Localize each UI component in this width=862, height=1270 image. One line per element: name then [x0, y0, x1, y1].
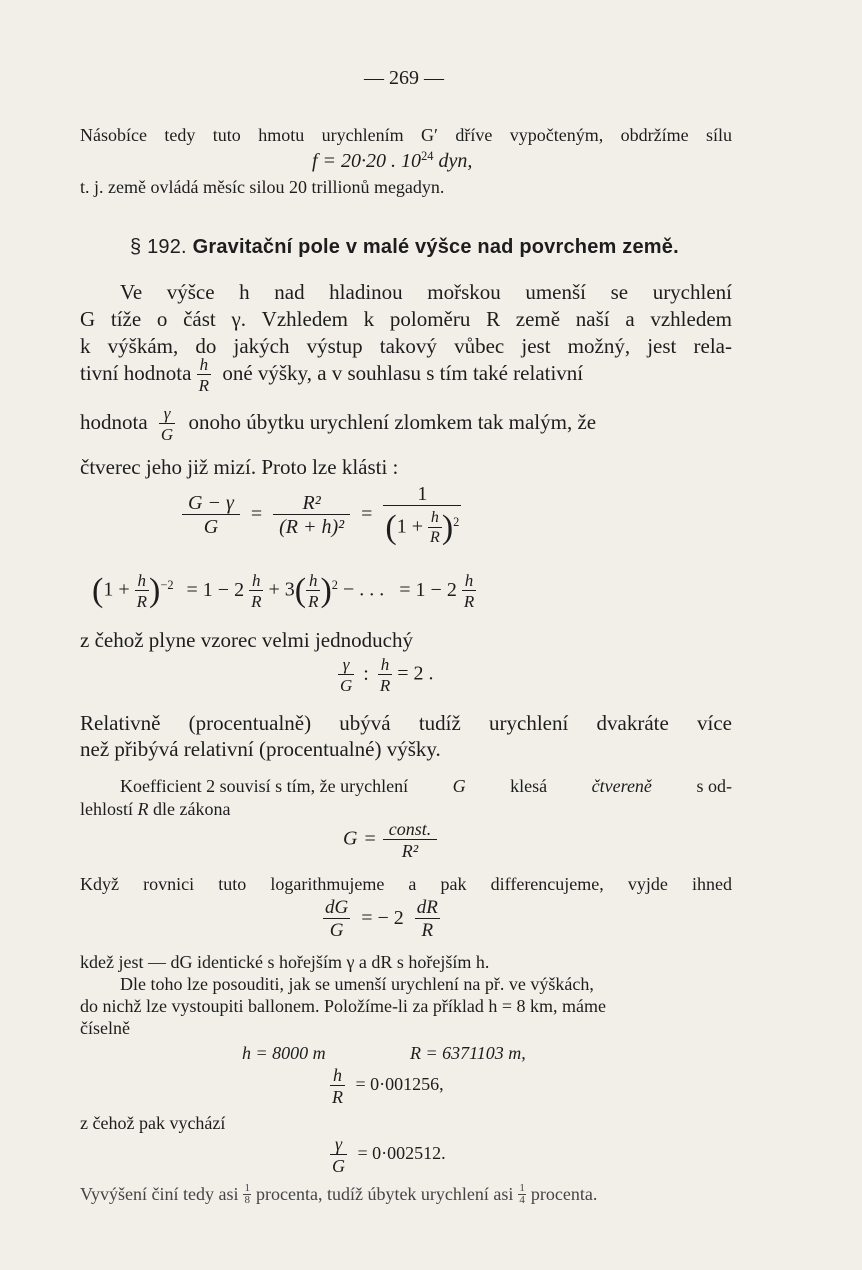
fraction-one-eighth: $\frac{1}{8}$	[244, 1182, 250, 1206]
equation-differential: $\frac{dG}{G}$ = − 2 $\frac{dR}{R}$	[325, 897, 438, 941]
paragraph-line: do nichž lze vystoupiti ballonem. Položíme-li za příklad h = 8 km, máme	[80, 996, 607, 1016]
text-fragment: s od-	[696, 776, 732, 796]
equation-gamma-over-G: $\frac{\gamma}{G}$ = 0·002512.	[332, 1134, 446, 1176]
value-h: h = 8000 m	[242, 1043, 326, 1063]
text-fragment: čtvereně	[591, 776, 652, 796]
text-fragment: G	[452, 776, 466, 796]
paragraph-line: Relativně (procentualně) ubývá tudíž urychlení dvakráte více	[80, 711, 732, 735]
equation-gravity-law: G = $\frac{\text{const.}}{\text{R²}}$	[343, 820, 437, 860]
equals-sign: =	[250, 502, 263, 525]
paragraph-line: Násobíce tedy tuto hmotu urychlením G′ dříve vypočteným, obdržíme sílu	[80, 125, 732, 145]
equation-force-exponent: 24	[421, 149, 434, 164]
paragraph-line: lehlostí R dle zákona	[80, 799, 231, 819]
text-fragment: klesá	[510, 776, 548, 796]
paragraph-line: kdež jest — dG identické s hořejším γ a dR s hořejším h.	[80, 952, 490, 972]
section-number: § 192.	[130, 236, 187, 258]
equation-force-value: f = 20·20 . 10	[312, 150, 422, 172]
paragraph-line: Vyvýšení činí tedy asi $\frac{1}{8}$ procenta, tudíž úbytek urychlení asi $\frac{1}{4}$ procenta.	[80, 1182, 598, 1206]
paragraph-line: Ve výšce h nad hladinou mořskou umenší se urychlení	[120, 280, 732, 304]
paragraph-line: k výškám, do jakých výstup takový vůbec jest možný, jest rela-	[80, 334, 732, 358]
eq1-frac-2: $\frac{\text{R²}}{\text{(R + h)²}}$	[273, 493, 350, 537]
equals-sign: =	[361, 502, 373, 525]
paragraph-line: čtverec jeho již mizí. Proto lze klásti :	[80, 455, 399, 479]
eq1-frac-1: $\frac{G - \gamma}{G}$	[182, 493, 240, 537]
equation-force-unit: dyn,	[438, 150, 473, 172]
paragraph-line-with-fraction	[80, 405, 732, 443]
section-heading	[130, 236, 679, 259]
paragraph-line: Dle toho lze posouditi, jak se umenší urychlení na př. ve výškách,	[120, 974, 594, 994]
text-fragment: onoho úbytku urychlení zlomkem tak malým, že	[188, 409, 597, 434]
text-fragment: hodnota	[80, 409, 148, 434]
text-fragment: oné výšky, a v souhlasu s tím také relativní	[222, 360, 584, 385]
paragraph-line: t. j. země ovládá měsíc silou 20 trillionů megadyn.	[80, 177, 445, 197]
value-R: R = 6371103 m,	[410, 1043, 526, 1063]
equation-2: (1 + $\frac{h}{R}$ )$^{-2}$ = 1 − 2 $\frac{h}{R}$ + 3( $\frac{h}{R}$ )$^2$ − . . . = 1 − 2 $\frac{h}{R}$	[92, 571, 475, 611]
paragraph-line: z čehož pak vychází	[80, 1113, 226, 1133]
equation-1	[182, 484, 461, 546]
page-number: — 269 —	[364, 67, 444, 89]
equation-h-over-R: $\frac{h}{R}$ = 0·001256,	[332, 1065, 444, 1107]
paragraph-line: G tíže o část γ. Vzhledem k poloměru R země naší a vzhledem	[80, 307, 732, 331]
eq1-frac-3: 1 (1 + $\frac{h}{R}$ )$^2$	[385, 483, 460, 546]
paragraph-line: Když rovnici tuto logarithmujeme a pak differencujeme, vyjde ihned	[80, 874, 732, 894]
fraction-one-quarter: $\frac{1}{4}$	[519, 1182, 525, 1206]
paragraph-line: než přibývá relativní (procentualné) výšky.	[80, 737, 441, 761]
fraction-gamma-over-G: $\frac{\gamma}{G}$	[160, 404, 174, 444]
paragraph-line	[120, 776, 732, 797]
paragraph-line-with-fraction	[80, 356, 732, 394]
paragraph-line: číselně	[80, 1018, 130, 1038]
paragraph-line: z čehož plyne vzorec velmi jednoduchý	[80, 628, 413, 652]
section-title: Gravitační pole v malé výšce nad povrchem země.	[192, 236, 679, 258]
equation-3: $\frac{\gamma}{G}$ : $\frac{h}{R}$ = 2 .	[340, 655, 434, 695]
fraction-h-over-R: $\frac{h}{R}$	[198, 355, 210, 395]
equation-force	[312, 150, 472, 173]
text-fragment: Koefficient 2 souvisí s tím, že urychlení	[120, 776, 409, 796]
text-fragment: tivní hodnota	[80, 360, 192, 385]
